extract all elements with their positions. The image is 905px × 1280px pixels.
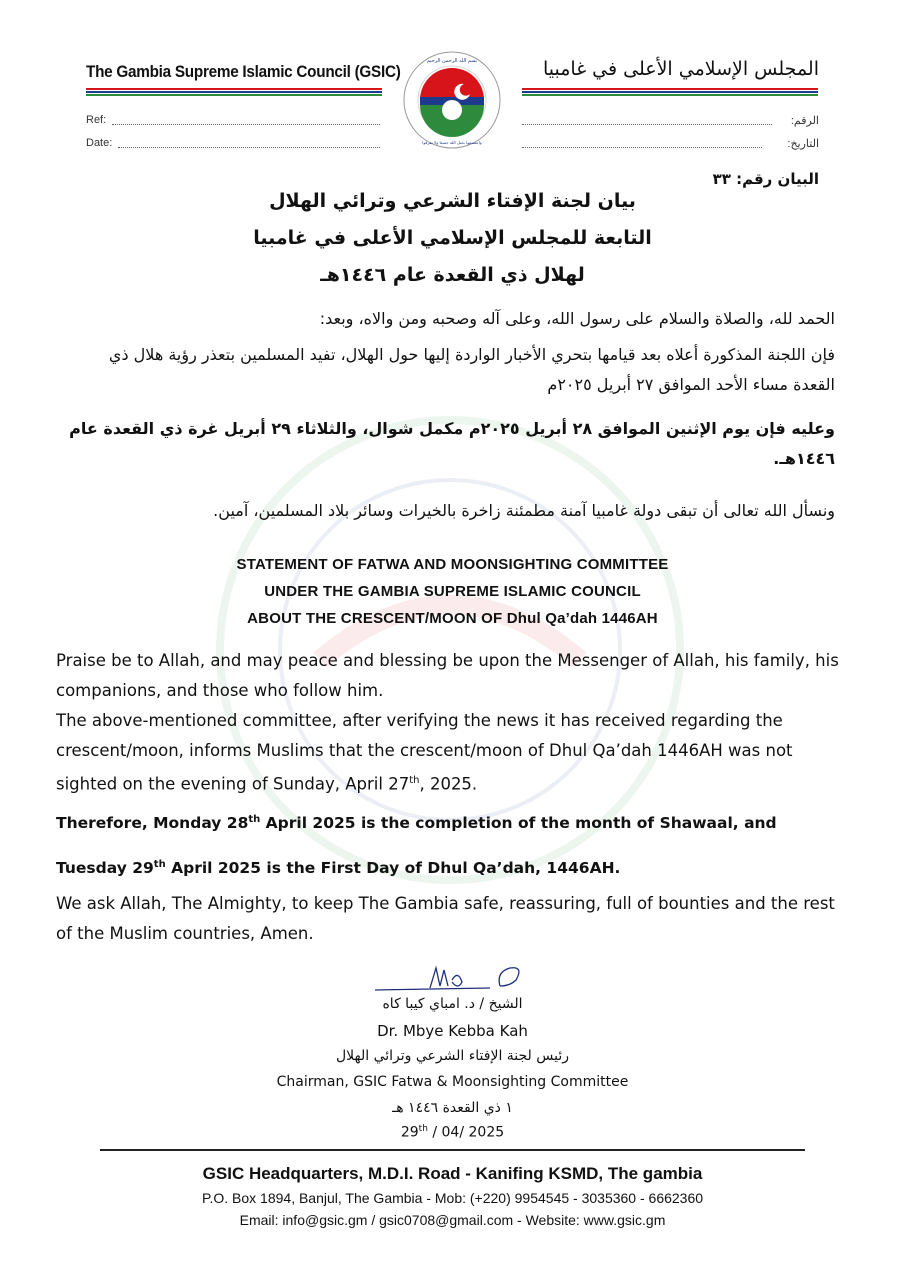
signatory-role-en: Chairman, GSIC Fatwa & Moonsighting Committee <box>276 1074 629 1090</box>
en-paragraph-3a-sup: th <box>248 814 261 825</box>
footer-contact: P.O. Box 1894, Banjul, The Gambia - Mob: (+220) 9954545 - 3035360 - 6662360 <box>201 1190 704 1206</box>
en-paragraph-4: We ask Allah, The Almighty, to keep The Gambia safe, reassuring, full of bounties and the rest of the Muslim countries, Amen. <box>56 894 835 943</box>
date-hijri: ١ ذي القعدة ١٤٤٦ هـ <box>392 1100 513 1116</box>
date-field <box>118 147 380 148</box>
en-paragraph-3b-text: Tuesday 29 <box>56 859 154 878</box>
gsic-logo <box>402 50 502 150</box>
header-stripes-left <box>86 88 382 96</box>
footer-divider <box>100 1149 805 1151</box>
en-paragraph-2 <box>56 706 856 800</box>
signatory-role-ar: رئيس لجنة الإفتاء الشرعي وترائي الهلال <box>335 1048 570 1064</box>
ref-field <box>112 124 380 125</box>
ar-title-line-3: لهلال ذي القعدة عام ١٤٤٦هـ <box>320 264 585 286</box>
header-stripes-right <box>522 88 818 96</box>
date-gregorian-day: 29 <box>400 1124 419 1141</box>
logo-text-bottom: واعتصموا بحبل الله جميعا ولا تفرقوا <box>422 140 482 145</box>
footer-email: Email: info@gsic.gm / gsic0708@gmail.com - Website: www.gsic.gm <box>239 1212 666 1228</box>
ref-field-ar <box>522 124 772 125</box>
en-paragraph-3b-end: April 2025 is the First Day of Dhul Qa’dah, 1446AH. <box>165 859 621 878</box>
signatory-name-ar: الشيخ / د. امباي كيبا كاه <box>382 996 523 1012</box>
logo-text-top: بسم الله الرحمن الرحيم <box>426 58 478 64</box>
en-title-line-2: UNDER THE GAMBIA SUPREME ISLAMIC COUNCIL <box>264 583 641 600</box>
en-title-line-3: ABOUT THE CRESCENT/MOON OF Dhul Qa’dah 1446AH <box>247 610 658 627</box>
ref-label-ar: الرقم: <box>790 115 819 127</box>
date-gregorian <box>0 1124 905 1141</box>
date-field-ar <box>522 147 762 148</box>
ar-paragraph-3: وعليه فإن يوم الإثنين الموافق ٢٨ أبريل ٢٠٢٥م مكمل شوال، والثلاثاء ٢٩ أبريل غرة ذي القعدة عام ١٤٤٦هـ. <box>69 419 835 468</box>
date-gregorian-rest: / 04/ 2025 <box>427 1124 505 1141</box>
statement-number: البيان رقم: ٣٣ <box>712 170 819 188</box>
en-paragraph-2-text: The above-mentioned committee, after verifying the news it has received regarding the crescent/moon, informs Muslims that the crescent/moon of Dhul Qa’dah 1446AH was not sighted on the evening of Sunday, April 27 <box>56 711 793 794</box>
en-paragraph-2-end: , 2025. <box>419 774 478 794</box>
footer-address: GSIC Headquarters, M.D.I. Road - Kanifing KSMD, The gambia <box>202 1164 703 1183</box>
en-title-line-1: STATEMENT OF FATWA AND MOONSIGHTING COMMITTEE <box>236 556 669 573</box>
date-label-ar: التاريخ: <box>787 138 819 150</box>
ref-label: Ref: <box>86 114 107 126</box>
signatory-name-en: Dr. Mbye Kebba Kah <box>377 1022 528 1040</box>
en-paragraph-3a <box>56 805 856 838</box>
ar-paragraph-1: الحمد لله، والصلاة والسلام على رسول الله، وعلى آله وصحبه ومن والاه، وبعد: <box>319 309 835 328</box>
en-paragraph-3b <box>56 850 856 883</box>
ar-paragraph-2: فإن اللجنة المذكورة أعلاه بعد قيامها بتحري الأخبار الواردة إليها حول الهلال، تفيد المسلمين بتعذر رؤية هلال ذي القعدة مساء الأحد الموافق ٢٧ أبريل ٢٠٢٥م <box>108 345 835 394</box>
signature-mark <box>370 960 540 1000</box>
en-paragraph-2-sup: th <box>409 775 420 786</box>
ar-title-line-2: التابعة للمجلس الإسلامي الأعلى في غامبيا <box>253 227 652 249</box>
en-paragraph-3a-text: Therefore, Monday 28 <box>56 814 249 833</box>
en-paragraph-3a-end: April 2025 is the completion of the month of Shawaal, and <box>260 814 777 833</box>
ar-paragraph-4: ونسأل الله تعالى أن تبقى دولة غامبيا آمنة مطمئنة زاخرة بالخيرات وسائر بلاد المسلمين، آمين. <box>213 501 835 520</box>
org-name-ar: المجلس الإسلامي الأعلى في غامبيا <box>542 58 819 80</box>
org-name-en: The Gambia Supreme Islamic Council (GSIC) <box>86 62 401 81</box>
ar-title-line-1: بيان لجنة الإفتاء الشرعي وترائي الهلال <box>269 190 636 212</box>
date-gregorian-sup: th <box>418 1124 428 1134</box>
en-paragraph-1: Praise be to Allah, and may peace and blessing be upon the Messenger of Allah, his family, his companions, and those who follow him. <box>56 651 839 700</box>
date-label: Date: <box>86 137 113 149</box>
en-paragraph-3b-sup: th <box>153 859 166 870</box>
